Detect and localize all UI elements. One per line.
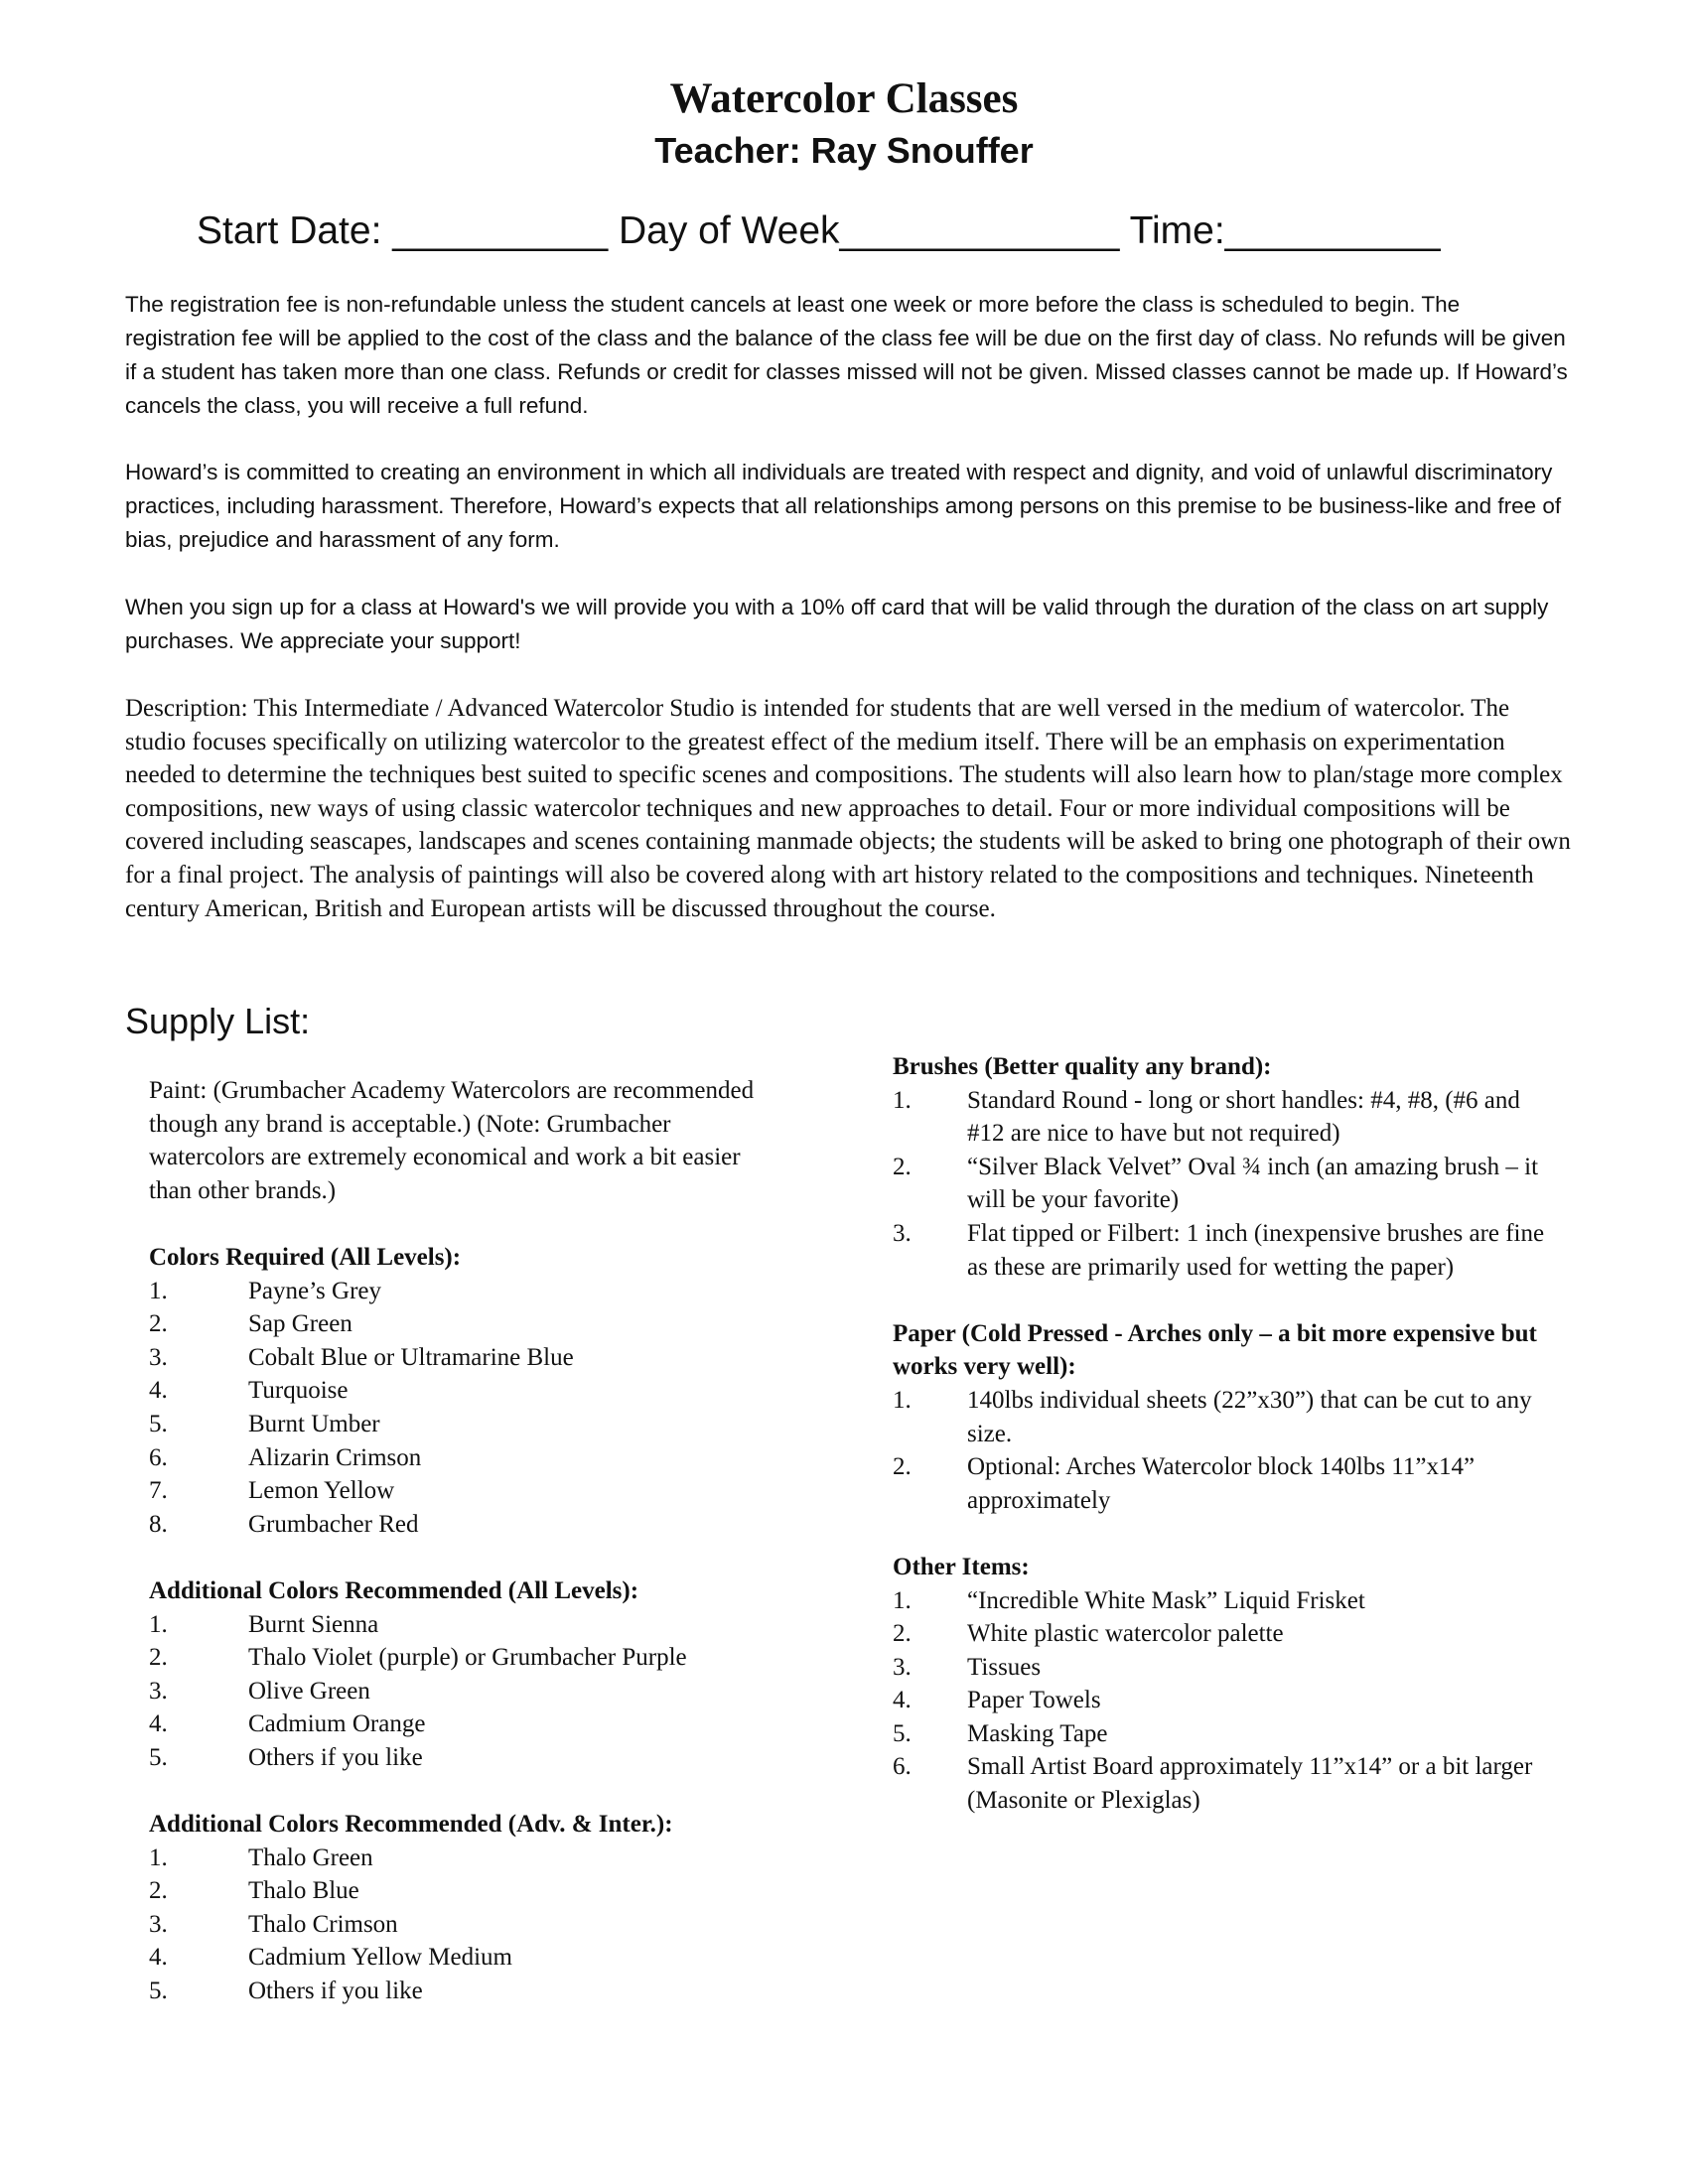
list-item-number: 3.	[893, 1219, 912, 1247]
list-item	[149, 1307, 784, 1341]
list-item-number: 1.	[893, 1586, 912, 1614]
list-item	[149, 1474, 784, 1508]
list-item	[149, 1675, 784, 1708]
teacher-name: Teacher: Ray Snouffer	[654, 130, 1034, 171]
section-heading: Brushes (Better quality any brand):	[893, 1053, 1272, 1080]
list-item-text: Thalo Crimson	[248, 1910, 398, 1938]
list-item-text: Paper Towels	[967, 1687, 1101, 1714]
list-item	[149, 1874, 784, 1908]
list-item-number: 1.	[149, 1843, 168, 1871]
list-item	[149, 1908, 784, 1942]
list-item	[149, 1408, 784, 1441]
list-item	[893, 1750, 1548, 1817]
list-item-text: “Incredible White Mask” Liquid Frisket	[967, 1586, 1365, 1614]
list-item-text: Burnt Umber	[248, 1410, 380, 1437]
list-item-number: 3.	[149, 1677, 168, 1705]
list-item-text: Thalo Violet (purple) or Grumbacher Purple	[248, 1644, 687, 1672]
list-item	[893, 1717, 1548, 1751]
list-item-number: 5.	[893, 1719, 912, 1747]
discount-paragraph: When you sign up for a class at Howard's we will provide you with a 10% off card that will be valid through the duration of the class on art supply purchases. We appreciate your support!	[125, 595, 1549, 653]
list-item-number: 1.	[149, 1610, 168, 1638]
list-item	[893, 1084, 1548, 1151]
supply-list	[149, 1275, 784, 1542]
document-title: Watercolor Classes	[669, 75, 1019, 122]
list-item-number: 6.	[149, 1443, 168, 1471]
list-item-number: 7.	[149, 1477, 168, 1505]
list-item-number: 4.	[893, 1687, 912, 1714]
list-item	[149, 1341, 784, 1375]
list-item-text: Alizarin Crimson	[248, 1443, 422, 1471]
list-item-number: 5.	[149, 1410, 168, 1437]
list-item	[149, 1941, 784, 1975]
supply-list	[893, 1584, 1548, 1818]
list-item	[149, 1441, 784, 1475]
section-heading: Other Items:	[893, 1553, 1030, 1580]
list-item-number: 2.	[893, 1153, 912, 1180]
list-item	[149, 1842, 784, 1875]
list-item-text: Thalo Blue	[248, 1877, 359, 1905]
schedule-fields-line: Start Date: __________ Day of Week_____________ Time:__________	[197, 209, 1441, 252]
list-item	[149, 1975, 784, 2008]
list-item-text: Thalo Green	[248, 1843, 373, 1871]
list-item-text: Others if you like	[248, 1978, 423, 2005]
list-item	[149, 1275, 784, 1308]
list-item	[893, 1450, 1548, 1517]
list-item-text: Cobalt Blue or Ultramarine Blue	[248, 1343, 574, 1371]
supply-list-heading: Supply List:	[125, 1001, 311, 1041]
list-item	[149, 1374, 784, 1408]
list-item-number: 4.	[149, 1377, 168, 1405]
list-item-text: Standard Round - long or short handles: #4, #8, (#6 and #12 are nice to have but not required)	[967, 1086, 1520, 1148]
list-item	[893, 1384, 1548, 1450]
list-item-number: 2.	[149, 1310, 168, 1338]
list-item-text: Payne’s Grey	[248, 1277, 381, 1304]
list-item-number: 2.	[893, 1453, 912, 1481]
list-item-number: 4.	[149, 1944, 168, 1972]
supply-right-column	[893, 1050, 1548, 1850]
supply-left-column	[149, 1074, 784, 2041]
list-item	[149, 1508, 784, 1542]
section-heading: Paper (Cold Pressed - Arches only – a bit more expensive but works very well):	[893, 1319, 1537, 1381]
list-item	[893, 1617, 1548, 1651]
right-sections	[893, 1050, 1548, 1818]
list-item	[149, 1608, 784, 1642]
section-heading: Additional Colors Recommended (Adv. & Inter.):	[149, 1811, 673, 1839]
list-item-text: Sap Green	[248, 1310, 352, 1338]
list-item	[893, 1151, 1548, 1217]
list-item	[893, 1684, 1548, 1717]
list-item-text: Cadmium Orange	[248, 1710, 426, 1738]
list-item-text: White plastic watercolor palette	[967, 1620, 1284, 1648]
list-item-text: Lemon Yellow	[248, 1477, 395, 1505]
list-item-number: 1.	[893, 1386, 912, 1414]
list-item-text: “Silver Black Velvet” Oval ¾ inch (an amazing brush – it will be your favorite)	[967, 1153, 1539, 1214]
paint-note: Paint: (Grumbacher Academy Watercolors are recommended though any brand is acceptable.) (Note: Grumbacher watercolors are extremely economical and work a bit easier than other brands.)	[149, 1077, 755, 1204]
list-item-number: 1.	[893, 1086, 912, 1114]
list-item-text: Grumbacher Red	[248, 1510, 419, 1538]
list-item-text: Burnt Sienna	[248, 1610, 379, 1638]
list-item-text: 140lbs individual sheets (22”x30”) that can be cut to any size.	[967, 1386, 1532, 1447]
list-item-text: Masking Tape	[967, 1719, 1108, 1747]
list-item-text: Tissues	[967, 1653, 1042, 1681]
list-item-number: 2.	[149, 1644, 168, 1672]
list-item-number: 3.	[893, 1653, 912, 1681]
list-item-text: Cadmium Yellow Medium	[248, 1944, 512, 1972]
list-item-number: 5.	[149, 1978, 168, 2005]
list-item-number: 4.	[149, 1710, 168, 1738]
list-item-number: 1.	[149, 1277, 168, 1304]
supply-list	[893, 1084, 1548, 1285]
section-heading: Colors Required (All Levels):	[149, 1243, 462, 1271]
list-item-text: Small Artist Board approximately 11”x14” or a bit larger (Masonite or Plexiglas)	[967, 1753, 1533, 1815]
list-item-number: 2.	[149, 1877, 168, 1905]
list-item-text: Others if you like	[248, 1743, 423, 1771]
left-sections	[149, 1241, 784, 2008]
supply-list	[149, 1608, 784, 1775]
list-item	[893, 1584, 1548, 1618]
conduct-policy-paragraph: Howard’s is committed to creating an environment in which all individuals are treated with respect and dignity, and void of unlawful discriminatory practices, including harassment. Therefore, Howard’s expects that all relationships among persons on this premise to be business-like and free of bias, prejudice and harassment of any form.	[125, 460, 1562, 552]
list-item	[893, 1651, 1548, 1685]
list-item-text: Optional: Arches Watercolor block 140lbs 11”x14” approximately	[967, 1453, 1476, 1514]
list-item	[149, 1707, 784, 1741]
list-item-number: 6.	[893, 1753, 912, 1781]
supply-list	[149, 1842, 784, 2008]
list-item-number: 3.	[149, 1343, 168, 1371]
course-description: Description: This Intermediate / Advanced Watercolor Studio is intended for students that are well versed in the medium of watercolor. The studio focuses specifically on utilizing watercolor to the greatest effect of the medium itself. There will be an emphasis on experimentation needed to determine the techniques best suited to specific scenes and compositions. The students will also learn how to plan/stage more complex compositions, new ways of using classic watercolor techniques and new approaches to detail. Four or more individual compositions will be covered including seascapes, landscapes and scenes containing manmade objects; the students will be asked to bring one photograph of their own for a final project. The analysis of paintings will also be covered along with art history related to the compositions and techniques. Nineteenth century American, British and European artists will be discussed throughout the course.	[125, 695, 1571, 922]
refund-policy-paragraph: The registration fee is non-refundable unless the student cancels at least one week or more before the class is scheduled to begin. The registration fee will be applied to the cost of the class and the balance of the class fee will be due on the first day of class. No refunds will be given if a student has taken more than one class. Refunds or credit for classes missed will not be given. Missed classes cannot be made up. If Howard’s cancels the class, you will receive a full refund.	[125, 292, 1568, 418]
list-item-text: Turquoise	[248, 1377, 349, 1405]
list-item-text: Olive Green	[248, 1677, 370, 1705]
list-item-number: 3.	[149, 1910, 168, 1938]
supply-list	[893, 1384, 1548, 1517]
list-item-number: 2.	[893, 1620, 912, 1648]
list-item-number: 8.	[149, 1510, 168, 1538]
list-item	[149, 1741, 784, 1775]
list-item-text: Flat tipped or Filbert: 1 inch (inexpensive brushes are fine as these are primarily used for wetting the paper)	[967, 1219, 1545, 1281]
section-heading: Additional Colors Recommended (All Levels):	[149, 1576, 639, 1604]
list-item-number: 5.	[149, 1743, 168, 1771]
list-item	[149, 1641, 784, 1675]
list-item	[893, 1217, 1548, 1284]
